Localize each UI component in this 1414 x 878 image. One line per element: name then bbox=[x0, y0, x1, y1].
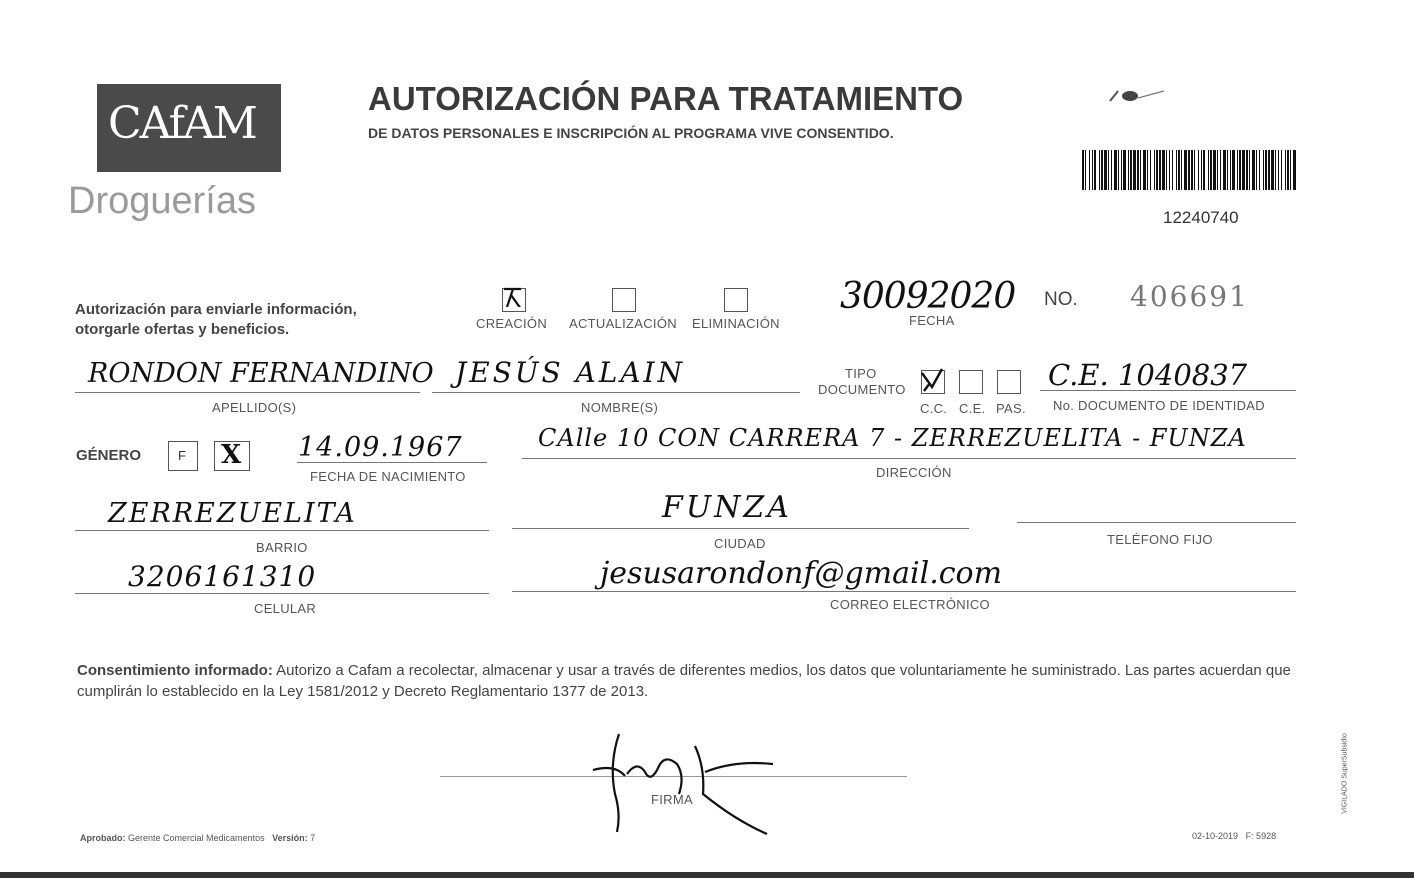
barrio-value[interactable]: ZERREZUELITA bbox=[108, 498, 357, 529]
eliminacion-label: ELIMINACIÓN bbox=[692, 316, 780, 331]
barcode-bar bbox=[1089, 150, 1090, 190]
barcode-bar bbox=[1201, 150, 1202, 190]
barcode-bar bbox=[1176, 150, 1177, 190]
nombres-value[interactable]: JESÚS ALAIN bbox=[455, 356, 686, 389]
email-line bbox=[512, 591, 1296, 592]
nombres-line bbox=[432, 392, 800, 393]
barcode-bar bbox=[1249, 150, 1250, 190]
firma-label: FIRMA bbox=[651, 792, 693, 807]
barcode-bar bbox=[1242, 150, 1245, 190]
celular-label: CELULAR bbox=[254, 601, 317, 616]
barcode-bar bbox=[1230, 150, 1231, 190]
birth-line bbox=[297, 462, 487, 463]
direccion-value[interactable]: CAlle 10 CON CARRERA 7 - ZERREZUELITA - FUNZA bbox=[538, 424, 1247, 452]
signature-drawing bbox=[585, 724, 785, 848]
tipo-label: TIPO bbox=[845, 366, 877, 381]
date-code: 02-10-2019 bbox=[1192, 831, 1239, 841]
version-label: Versión: bbox=[272, 833, 308, 843]
barcode-bar bbox=[1290, 150, 1291, 190]
barcode-bar bbox=[1227, 150, 1228, 190]
form-title: AUTORIZACIÓN PARA TRATAMIENTO bbox=[368, 80, 964, 117]
barcode-bar bbox=[1111, 150, 1112, 190]
barcode-bar bbox=[1159, 150, 1161, 190]
barcode-bar bbox=[1281, 150, 1282, 190]
barcode-bar bbox=[1223, 150, 1226, 190]
apellidos-value[interactable]: RONDON FERNANDINO bbox=[88, 358, 434, 389]
barcode-bar bbox=[1208, 150, 1209, 190]
barcode-bar bbox=[1259, 150, 1260, 190]
aprobado-label: Aprobado: bbox=[80, 833, 126, 843]
barcode-bar bbox=[1162, 150, 1165, 190]
barcode-bar bbox=[1178, 150, 1180, 190]
barcode-bar bbox=[1085, 150, 1086, 190]
barcode-bar bbox=[1293, 150, 1296, 190]
barcode-bar bbox=[1278, 150, 1279, 190]
barcode-bar bbox=[1184, 150, 1187, 190]
creacion-checkbox[interactable] bbox=[502, 288, 526, 312]
celular-value[interactable]: 3206161310 bbox=[128, 560, 317, 593]
genero-m-mark: X bbox=[221, 440, 242, 470]
consent-body: Autorizo a Cafam a recolectar, almacenar y usar a través de diferentes medios, los datos que voluntariamente he suministrado. Las partes acuerdan que cumplirán lo establecido en la Ley 1581/2012 y Decreto Reglamentario 1377 de 2013. bbox=[77, 662, 1291, 700]
barrio-label: BARRIO bbox=[256, 540, 308, 555]
side-watermark: VIGILADO SuperSubsidio bbox=[1341, 733, 1349, 814]
doc-number-value[interactable]: C.E. 1040837 bbox=[1048, 358, 1248, 392]
email-label: CORREO ELECTRÓNICO bbox=[830, 597, 990, 612]
barcode-bar bbox=[1220, 150, 1221, 190]
barcode-bar bbox=[1147, 150, 1148, 190]
no-label: NO. bbox=[1044, 289, 1078, 310]
barcode-bar bbox=[1094, 150, 1096, 190]
barcode-bar bbox=[1191, 150, 1193, 190]
barcode-bar bbox=[1203, 150, 1205, 190]
barcode-icon bbox=[1080, 150, 1300, 190]
email-value[interactable]: jesusarondonf@gmail.com bbox=[600, 556, 1003, 591]
footer-codes bbox=[1192, 831, 1276, 841]
barcode-bar bbox=[1287, 150, 1289, 190]
barcode-bar bbox=[1263, 150, 1264, 190]
barcode-bar bbox=[1256, 150, 1257, 190]
telefono-label: TELÉFONO FIJO bbox=[1107, 532, 1213, 547]
genero-label: GÉNERO bbox=[76, 447, 142, 464]
fecha-value[interactable]: 30092020 bbox=[840, 276, 1016, 317]
ce-checkbox[interactable] bbox=[959, 370, 983, 394]
brand-subtitle: Droguerías bbox=[68, 180, 256, 222]
pas-label: PAS. bbox=[996, 401, 1026, 416]
page-bottom-edge bbox=[0, 872, 1414, 878]
barcode-bar bbox=[1246, 150, 1248, 190]
actualizacion-checkbox[interactable] bbox=[612, 288, 636, 312]
direccion-label: DIRECCIÓN bbox=[876, 465, 952, 480]
barcode-bar bbox=[1271, 150, 1274, 190]
ce-label: C.E. bbox=[959, 401, 986, 416]
form-subtitle: DE DATOS PERSONALES E INSCRIPCIÓN AL PROGRAMA VIVE CONSENTIDO. bbox=[368, 125, 894, 141]
birth-label: FECHA DE NACIMIENTO bbox=[310, 469, 466, 484]
barcode-bar bbox=[1188, 150, 1190, 190]
barcode-bar bbox=[1275, 150, 1276, 190]
barcode-bar bbox=[1082, 150, 1084, 190]
barcode-bar bbox=[1166, 150, 1167, 190]
authorization-text-2: otorgarle ofertas y beneficios. bbox=[75, 321, 290, 338]
barcode-bar bbox=[1143, 150, 1146, 190]
apellidos-line bbox=[75, 392, 420, 393]
birth-value[interactable]: 14.09.1967 bbox=[298, 432, 463, 463]
genero-m-checkbox[interactable] bbox=[214, 441, 250, 471]
cc-checkbox[interactable] bbox=[921, 370, 945, 394]
celular-line bbox=[75, 593, 489, 594]
barcode-bar bbox=[1133, 150, 1136, 190]
barcode-bar bbox=[1194, 150, 1195, 190]
doc-number-label: No. DOCUMENTO DE IDENTIDAD bbox=[1053, 398, 1265, 413]
barcode-bar bbox=[1123, 150, 1126, 190]
footer-approved bbox=[80, 833, 315, 843]
barcode-bar bbox=[1198, 150, 1199, 190]
barcode-number: 12240740 bbox=[1163, 208, 1239, 227]
barcode-bar bbox=[1150, 150, 1151, 190]
actualizacion-label: ACTUALIZACIÓN bbox=[569, 316, 677, 331]
barcode-bar bbox=[1101, 150, 1103, 190]
barcode-bar bbox=[1252, 150, 1255, 190]
barcode-bar bbox=[1099, 150, 1100, 190]
eliminacion-checkbox[interactable] bbox=[724, 288, 748, 312]
form-code: F: 5928 bbox=[1245, 831, 1277, 841]
barcode-bar bbox=[1172, 150, 1173, 190]
barcode-bar bbox=[1114, 150, 1117, 190]
barcode-bar bbox=[1092, 150, 1093, 190]
apellidos-label: APELLIDO(S) bbox=[212, 400, 297, 415]
ciudad-line bbox=[512, 528, 969, 529]
genero-f-checkbox[interactable] bbox=[168, 441, 198, 471]
barcode-bar bbox=[1169, 150, 1170, 190]
version-value: 7 bbox=[310, 833, 316, 843]
ciudad-value[interactable]: FUNZA bbox=[662, 490, 792, 525]
fecha-label: FECHA bbox=[909, 313, 955, 328]
documento-label: DOCUMENTO bbox=[818, 382, 906, 397]
barcode-bar bbox=[1118, 150, 1119, 190]
barcode-bar bbox=[1104, 150, 1107, 190]
barcode-bar bbox=[1232, 150, 1235, 190]
consent-text bbox=[77, 660, 1297, 702]
doc-number-line bbox=[1040, 390, 1296, 391]
authorization-text-1: Autorización para enviarle información, bbox=[75, 301, 357, 318]
form-number: 406691 bbox=[1130, 280, 1249, 313]
barcode-bar bbox=[1156, 150, 1158, 190]
barcode-bar bbox=[1210, 150, 1212, 190]
barcode-bar bbox=[1265, 150, 1267, 190]
barcode-bar bbox=[1239, 150, 1241, 190]
creacion-label: CREACIÓN bbox=[476, 316, 548, 331]
barcode-bar bbox=[1268, 150, 1270, 190]
barcode-bar bbox=[1128, 150, 1129, 190]
ciudad-label: CIUDAD bbox=[714, 536, 766, 551]
telefono-line bbox=[1017, 522, 1296, 523]
barcode-bar bbox=[1213, 150, 1216, 190]
aprobado-value: Gerente Comercial Medicamentos bbox=[128, 833, 265, 843]
barcode-bar bbox=[1285, 150, 1286, 190]
pas-checkbox[interactable] bbox=[997, 370, 1021, 394]
small-mark-icon bbox=[1108, 86, 1166, 106]
barcode-bar bbox=[1154, 150, 1155, 190]
barcode-bar bbox=[1130, 150, 1132, 190]
barcode-bar bbox=[1217, 150, 1218, 190]
barcode-bar bbox=[1140, 150, 1141, 190]
barcode-bar bbox=[1181, 150, 1182, 190]
genero-f-label: F bbox=[178, 448, 187, 463]
nombres-label: NOMBRE(S) bbox=[581, 400, 659, 415]
barrio-line bbox=[75, 530, 489, 531]
barcode-bar bbox=[1237, 150, 1238, 190]
barcode-bar bbox=[1137, 150, 1139, 190]
barcode-bar bbox=[1121, 150, 1122, 190]
consent-bold: Consentimiento informado: bbox=[77, 662, 273, 679]
barcode-bar bbox=[1108, 150, 1109, 190]
direccion-line bbox=[522, 458, 1296, 459]
cc-label: C.C. bbox=[920, 401, 948, 416]
cafam-logo-text: CAfAM bbox=[108, 98, 256, 149]
